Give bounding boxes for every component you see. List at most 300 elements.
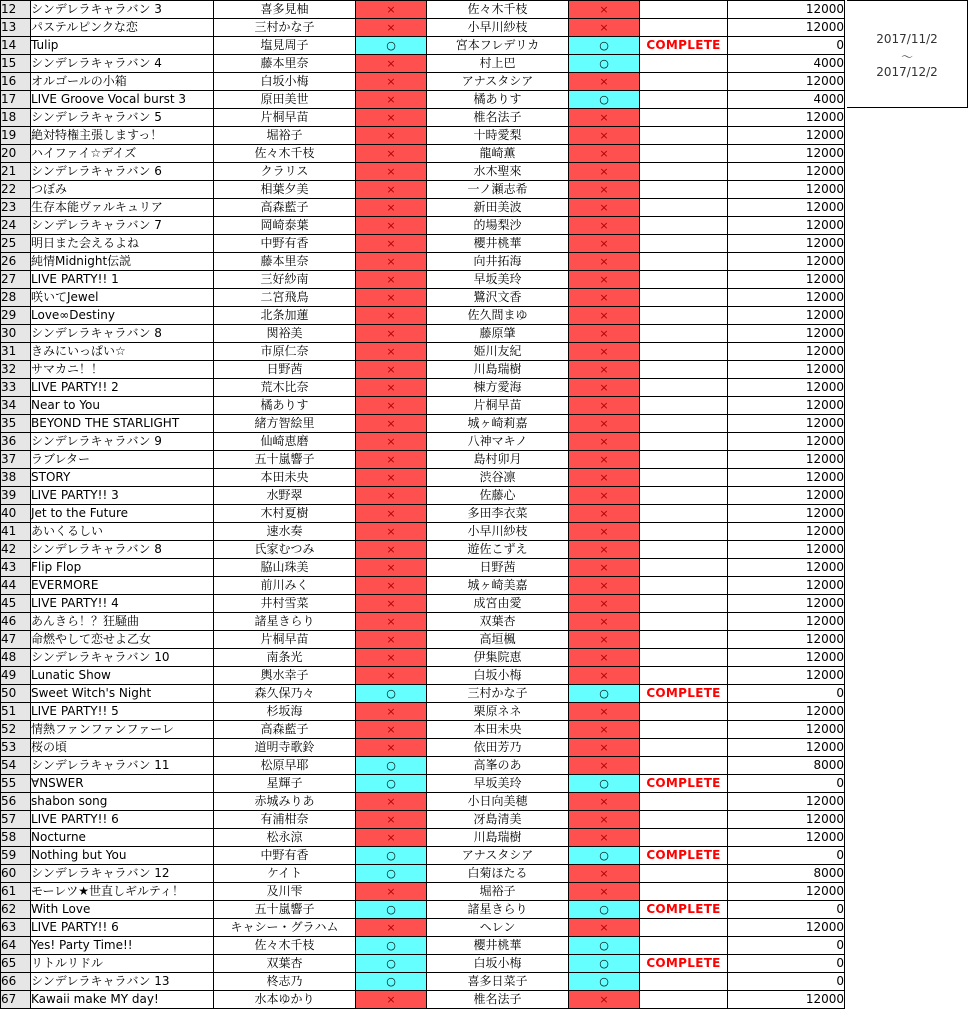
idol-2-cell[interactable]: 日野茜 xyxy=(427,559,569,577)
idol-1-mark-cell[interactable]: × xyxy=(356,379,427,397)
status-cell[interactable] xyxy=(640,55,728,73)
song-title-cell[interactable]: Kawaii make MY day! xyxy=(31,991,214,1009)
idol-1-cell[interactable]: 井村雪菜 xyxy=(214,595,356,613)
song-title-cell[interactable]: LIVE PARTY!! 1 xyxy=(31,271,214,289)
song-title-cell[interactable]: シンデレラキャラバン 10 xyxy=(31,649,214,667)
idol-2-mark-cell[interactable]: × xyxy=(569,181,640,199)
song-title-cell[interactable]: shabon song xyxy=(31,793,214,811)
song-title-cell[interactable]: あいくるしい xyxy=(31,523,214,541)
score-cell[interactable]: 12000 xyxy=(728,199,845,217)
score-cell[interactable]: 12000 xyxy=(728,631,845,649)
song-title-cell[interactable]: LIVE PARTY!! 2 xyxy=(31,379,214,397)
idol-2-mark-cell[interactable]: × xyxy=(569,289,640,307)
idol-2-cell[interactable]: 佐久間まゆ xyxy=(427,307,569,325)
status-cell[interactable] xyxy=(640,325,728,343)
row-number[interactable]: 64 xyxy=(1,937,31,955)
idol-2-mark-cell[interactable]: × xyxy=(569,865,640,883)
score-cell[interactable]: 12000 xyxy=(728,379,845,397)
idol-1-cell[interactable]: 仙崎恵磨 xyxy=(214,433,356,451)
status-cell[interactable] xyxy=(640,919,728,937)
row-number[interactable]: 26 xyxy=(1,253,31,271)
status-cell[interactable] xyxy=(640,739,728,757)
idol-1-mark-cell[interactable]: × xyxy=(356,109,427,127)
idol-2-mark-cell[interactable]: × xyxy=(569,721,640,739)
idol-1-cell[interactable]: 脇山珠美 xyxy=(214,559,356,577)
idol-1-mark-cell[interactable]: × xyxy=(356,451,427,469)
idol-2-mark-cell[interactable]: ○ xyxy=(569,685,640,703)
score-cell[interactable]: 8000 xyxy=(728,865,845,883)
idol-2-mark-cell[interactable]: × xyxy=(569,487,640,505)
score-cell[interactable]: 12000 xyxy=(728,613,845,631)
song-title-cell[interactable]: Jet to the Future xyxy=(31,505,214,523)
status-cell[interactable] xyxy=(640,217,728,235)
score-cell[interactable]: 12000 xyxy=(728,217,845,235)
idol-2-mark-cell[interactable]: ○ xyxy=(569,937,640,955)
idol-2-mark-cell[interactable]: × xyxy=(569,613,640,631)
song-title-cell[interactable]: シンデレラキャラバン 4 xyxy=(31,55,214,73)
song-title-cell[interactable]: Lunatic Show xyxy=(31,667,214,685)
score-cell[interactable]: 12000 xyxy=(728,1,845,19)
song-title-cell[interactable]: Nocturne xyxy=(31,829,214,847)
song-title-cell[interactable]: Sweet Witch's Night xyxy=(31,685,214,703)
song-title-cell[interactable]: シンデレラキャラバン 3 xyxy=(31,1,214,19)
score-cell[interactable]: 12000 xyxy=(728,307,845,325)
idol-2-mark-cell[interactable]: × xyxy=(569,631,640,649)
idol-1-mark-cell[interactable]: × xyxy=(356,613,427,631)
idol-2-mark-cell[interactable]: × xyxy=(569,199,640,217)
idol-1-mark-cell[interactable]: × xyxy=(356,73,427,91)
idol-1-mark-cell[interactable]: × xyxy=(356,253,427,271)
row-number[interactable]: 34 xyxy=(1,397,31,415)
status-cell[interactable] xyxy=(640,199,728,217)
idol-2-mark-cell[interactable]: × xyxy=(569,793,640,811)
idol-1-mark-cell[interactable]: × xyxy=(356,361,427,379)
score-cell[interactable]: 12000 xyxy=(728,235,845,253)
idol-1-cell[interactable]: 星輝子 xyxy=(214,775,356,793)
song-title-cell[interactable]: Love∞Destiny xyxy=(31,307,214,325)
idol-2-cell[interactable]: 堀裕子 xyxy=(427,883,569,901)
idol-2-cell[interactable]: 一ノ瀬志希 xyxy=(427,181,569,199)
row-number[interactable]: 61 xyxy=(1,883,31,901)
idol-2-cell[interactable]: 片桐早苗 xyxy=(427,397,569,415)
idol-2-mark-cell[interactable]: × xyxy=(569,271,640,289)
score-cell[interactable]: 12000 xyxy=(728,343,845,361)
idol-2-mark-cell[interactable]: × xyxy=(569,253,640,271)
idol-1-mark-cell[interactable]: × xyxy=(356,739,427,757)
idol-2-cell[interactable]: 遊佐こずえ xyxy=(427,541,569,559)
idol-1-cell[interactable]: 道明寺歌鈴 xyxy=(214,739,356,757)
song-title-cell[interactable]: LIVE PARTY!! 4 xyxy=(31,595,214,613)
idol-1-cell[interactable]: 三村かな子 xyxy=(214,19,356,37)
idol-1-cell[interactable]: 柊志乃 xyxy=(214,973,356,991)
idol-2-cell[interactable]: 八神マキノ xyxy=(427,433,569,451)
idol-1-mark-cell[interactable]: × xyxy=(356,19,427,37)
idol-1-cell[interactable]: 三好紗南 xyxy=(214,271,356,289)
idol-2-mark-cell[interactable]: ○ xyxy=(569,955,640,973)
score-cell[interactable]: 12000 xyxy=(728,505,845,523)
score-cell[interactable]: 4000 xyxy=(728,91,845,109)
idol-1-mark-cell[interactable]: × xyxy=(356,181,427,199)
status-cell[interactable] xyxy=(640,883,728,901)
idol-1-mark-cell[interactable]: × xyxy=(356,307,427,325)
score-cell[interactable]: 12000 xyxy=(728,469,845,487)
status-cell[interactable] xyxy=(640,145,728,163)
idol-2-cell[interactable]: 鷺沢文香 xyxy=(427,289,569,307)
idol-1-cell[interactable]: 塩見周子 xyxy=(214,37,356,55)
row-number[interactable]: 35 xyxy=(1,415,31,433)
idol-2-mark-cell[interactable]: × xyxy=(569,163,640,181)
status-cell[interactable] xyxy=(640,973,728,991)
status-cell[interactable] xyxy=(640,253,728,271)
idol-1-cell[interactable]: 堀裕子 xyxy=(214,127,356,145)
song-title-cell[interactable]: Flip Flop xyxy=(31,559,214,577)
row-number[interactable]: 57 xyxy=(1,811,31,829)
row-number[interactable]: 36 xyxy=(1,433,31,451)
song-title-cell[interactable]: シンデレラキャラバン 6 xyxy=(31,163,214,181)
status-cell[interactable] xyxy=(640,109,728,127)
idol-1-mark-cell[interactable]: × xyxy=(356,145,427,163)
status-cell[interactable] xyxy=(640,289,728,307)
status-cell[interactable] xyxy=(640,757,728,775)
status-cell[interactable]: COMPLETE xyxy=(640,847,728,865)
row-number[interactable]: 23 xyxy=(1,199,31,217)
idol-2-mark-cell[interactable]: ○ xyxy=(569,901,640,919)
song-title-cell[interactable]: LIVE Groove Vocal burst 3 xyxy=(31,91,214,109)
status-cell[interactable] xyxy=(640,505,728,523)
idol-1-cell[interactable]: 赤城みりあ xyxy=(214,793,356,811)
idol-1-mark-cell[interactable]: ○ xyxy=(356,775,427,793)
status-cell[interactable] xyxy=(640,613,728,631)
idol-1-cell[interactable]: キャシー・グラハム xyxy=(214,919,356,937)
status-cell[interactable] xyxy=(640,559,728,577)
idol-2-mark-cell[interactable]: × xyxy=(569,415,640,433)
idol-1-cell[interactable]: 岡崎泰葉 xyxy=(214,217,356,235)
idol-2-cell[interactable]: 椎名法子 xyxy=(427,109,569,127)
idol-1-mark-cell[interactable]: ○ xyxy=(356,757,427,775)
idol-2-mark-cell[interactable]: × xyxy=(569,379,640,397)
status-cell[interactable] xyxy=(640,667,728,685)
score-cell[interactable]: 12000 xyxy=(728,541,845,559)
idol-1-cell[interactable]: 橘ありす xyxy=(214,397,356,415)
score-cell[interactable]: 4000 xyxy=(728,55,845,73)
song-title-cell[interactable]: Tulip xyxy=(31,37,214,55)
idol-2-cell[interactable]: 姫川友紀 xyxy=(427,343,569,361)
idol-1-cell[interactable]: 喜多見柚 xyxy=(214,1,356,19)
idol-2-cell[interactable]: 宮本フレデリカ xyxy=(427,37,569,55)
score-cell[interactable]: 12000 xyxy=(728,739,845,757)
idol-1-mark-cell[interactable]: × xyxy=(356,523,427,541)
idol-2-cell[interactable]: 白坂小梅 xyxy=(427,667,569,685)
idol-2-mark-cell[interactable]: ○ xyxy=(569,973,640,991)
idol-2-cell[interactable]: 栗原ネネ xyxy=(427,703,569,721)
score-cell[interactable]: 12000 xyxy=(728,19,845,37)
idol-1-cell[interactable]: 諸星きらり xyxy=(214,613,356,631)
song-title-cell[interactable]: LIVE PARTY!! 6 xyxy=(31,919,214,937)
row-number[interactable]: 41 xyxy=(1,523,31,541)
song-title-cell[interactable]: シンデレラキャラバン 7 xyxy=(31,217,214,235)
idol-1-cell[interactable]: 白坂小梅 xyxy=(214,73,356,91)
idol-2-mark-cell[interactable]: × xyxy=(569,109,640,127)
row-number[interactable]: 42 xyxy=(1,541,31,559)
status-cell[interactable] xyxy=(640,127,728,145)
row-number[interactable]: 56 xyxy=(1,793,31,811)
score-cell[interactable]: 12000 xyxy=(728,325,845,343)
row-number[interactable]: 33 xyxy=(1,379,31,397)
score-cell[interactable]: 12000 xyxy=(728,271,845,289)
idol-2-cell[interactable]: アナスタシア xyxy=(427,847,569,865)
score-cell[interactable]: 12000 xyxy=(728,667,845,685)
idol-2-mark-cell[interactable]: × xyxy=(569,703,640,721)
row-number[interactable]: 62 xyxy=(1,901,31,919)
idol-1-mark-cell[interactable]: × xyxy=(356,505,427,523)
idol-2-cell[interactable]: 渋谷凛 xyxy=(427,469,569,487)
idol-1-cell[interactable]: 緒方智絵里 xyxy=(214,415,356,433)
idol-1-cell[interactable]: 木村夏樹 xyxy=(214,505,356,523)
idol-1-mark-cell[interactable]: × xyxy=(356,721,427,739)
idol-2-cell[interactable]: 諸星きらり xyxy=(427,901,569,919)
row-number[interactable]: 55 xyxy=(1,775,31,793)
row-number[interactable]: 46 xyxy=(1,613,31,631)
status-cell[interactable] xyxy=(640,433,728,451)
idol-1-mark-cell[interactable]: × xyxy=(356,829,427,847)
idol-2-mark-cell[interactable]: × xyxy=(569,235,640,253)
idol-2-cell[interactable]: 椎名法子 xyxy=(427,991,569,1009)
idol-2-cell[interactable]: 佐々木千枝 xyxy=(427,1,569,19)
row-number[interactable]: 67 xyxy=(1,991,31,1009)
row-number[interactable]: 20 xyxy=(1,145,31,163)
idol-1-cell[interactable]: 藤本里奈 xyxy=(214,253,356,271)
score-cell[interactable]: 0 xyxy=(728,775,845,793)
idol-1-mark-cell[interactable]: × xyxy=(356,919,427,937)
song-title-cell[interactable]: シンデレラキャラバン 11 xyxy=(31,757,214,775)
score-cell[interactable]: 0 xyxy=(728,955,845,973)
idol-1-mark-cell[interactable]: × xyxy=(356,649,427,667)
song-title-cell[interactable]: シンデレラキャラバン 8 xyxy=(31,541,214,559)
row-number[interactable]: 16 xyxy=(1,73,31,91)
score-cell[interactable]: 12000 xyxy=(728,793,845,811)
idol-1-cell[interactable]: 五十嵐響子 xyxy=(214,901,356,919)
idol-2-cell[interactable]: 川島瑞樹 xyxy=(427,361,569,379)
idol-1-mark-cell[interactable]: × xyxy=(356,703,427,721)
status-cell[interactable] xyxy=(640,181,728,199)
idol-2-cell[interactable]: 的場梨沙 xyxy=(427,217,569,235)
idol-1-cell[interactable]: 北条加蓮 xyxy=(214,307,356,325)
idol-1-cell[interactable]: 双葉杏 xyxy=(214,955,356,973)
idol-2-mark-cell[interactable]: × xyxy=(569,433,640,451)
score-cell[interactable]: 12000 xyxy=(728,181,845,199)
status-cell[interactable] xyxy=(640,703,728,721)
idol-2-mark-cell[interactable]: × xyxy=(569,361,640,379)
song-title-cell[interactable]: With Love xyxy=(31,901,214,919)
row-number[interactable]: 38 xyxy=(1,469,31,487)
idol-1-cell[interactable]: 南条光 xyxy=(214,649,356,667)
idol-1-cell[interactable]: 五十嵐響子 xyxy=(214,451,356,469)
idol-1-cell[interactable]: 水本ゆかり xyxy=(214,991,356,1009)
idol-1-mark-cell[interactable]: × xyxy=(356,415,427,433)
idol-2-cell[interactable]: 藤原肇 xyxy=(427,325,569,343)
idol-1-cell[interactable]: 輿水幸子 xyxy=(214,667,356,685)
status-cell[interactable] xyxy=(640,361,728,379)
idol-2-cell[interactable]: ヘレン xyxy=(427,919,569,937)
idol-2-mark-cell[interactable]: × xyxy=(569,451,640,469)
idol-1-cell[interactable]: 荒木比奈 xyxy=(214,379,356,397)
row-number[interactable]: 17 xyxy=(1,91,31,109)
song-title-cell[interactable]: パステルピンクな恋 xyxy=(31,19,214,37)
idol-1-mark-cell[interactable]: × xyxy=(356,541,427,559)
idol-2-cell[interactable]: 白坂小梅 xyxy=(427,955,569,973)
idol-2-cell[interactable]: 棟方愛海 xyxy=(427,379,569,397)
idol-2-cell[interactable]: 本田未央 xyxy=(427,721,569,739)
idol-1-mark-cell[interactable]: × xyxy=(356,469,427,487)
score-cell[interactable]: 8000 xyxy=(728,757,845,775)
score-cell[interactable]: 12000 xyxy=(728,415,845,433)
status-cell[interactable]: COMPLETE xyxy=(640,685,728,703)
status-cell[interactable] xyxy=(640,631,728,649)
idol-1-mark-cell[interactable]: × xyxy=(356,883,427,901)
idol-1-cell[interactable]: 水野翠 xyxy=(214,487,356,505)
score-cell[interactable]: 12000 xyxy=(728,829,845,847)
song-title-cell[interactable]: 明日また会えるよね xyxy=(31,235,214,253)
row-number[interactable]: 13 xyxy=(1,19,31,37)
song-title-cell[interactable]: LIVE PARTY!! 3 xyxy=(31,487,214,505)
score-cell[interactable]: 12000 xyxy=(728,703,845,721)
idol-2-mark-cell[interactable]: × xyxy=(569,127,640,145)
idol-1-mark-cell[interactable]: × xyxy=(356,127,427,145)
song-title-cell[interactable]: 絶対特権主張しますっ！ xyxy=(31,127,214,145)
idol-1-cell[interactable]: 本田未央 xyxy=(214,469,356,487)
status-cell[interactable] xyxy=(640,865,728,883)
idol-2-mark-cell[interactable]: × xyxy=(569,811,640,829)
status-cell[interactable] xyxy=(640,595,728,613)
idol-2-cell[interactable]: 小早川紗枝 xyxy=(427,19,569,37)
idol-1-cell[interactable]: ケイト xyxy=(214,865,356,883)
row-number[interactable]: 22 xyxy=(1,181,31,199)
idol-1-mark-cell[interactable]: × xyxy=(356,1,427,19)
idol-1-cell[interactable]: 中野有香 xyxy=(214,847,356,865)
idol-2-mark-cell[interactable]: × xyxy=(569,919,640,937)
idol-1-mark-cell[interactable]: ○ xyxy=(356,901,427,919)
song-title-cell[interactable]: リトルリドル xyxy=(31,955,214,973)
score-cell[interactable]: 12000 xyxy=(728,145,845,163)
idol-1-cell[interactable]: 二宮飛鳥 xyxy=(214,289,356,307)
row-number[interactable]: 14 xyxy=(1,37,31,55)
idol-1-mark-cell[interactable]: × xyxy=(356,811,427,829)
row-number[interactable]: 65 xyxy=(1,955,31,973)
idol-1-cell[interactable]: 高森藍子 xyxy=(214,199,356,217)
idol-1-cell[interactable]: 片桐早苗 xyxy=(214,631,356,649)
score-cell[interactable]: 12000 xyxy=(728,397,845,415)
song-title-cell[interactable]: EVERMORE xyxy=(31,577,214,595)
idol-1-cell[interactable]: 片桐早苗 xyxy=(214,109,356,127)
idol-2-cell[interactable]: 早坂美玲 xyxy=(427,271,569,289)
song-title-cell[interactable]: 純情Midnight伝説 xyxy=(31,253,214,271)
status-cell[interactable]: COMPLETE xyxy=(640,37,728,55)
idol-2-cell[interactable]: 伊集院恵 xyxy=(427,649,569,667)
score-cell[interactable]: 12000 xyxy=(728,73,845,91)
idol-2-cell[interactable]: 村上巴 xyxy=(427,55,569,73)
idol-2-cell[interactable]: 早坂美玲 xyxy=(427,775,569,793)
idol-2-cell[interactable]: 冴島清美 xyxy=(427,811,569,829)
row-number[interactable]: 39 xyxy=(1,487,31,505)
idol-2-mark-cell[interactable]: × xyxy=(569,523,640,541)
idol-2-mark-cell[interactable]: ○ xyxy=(569,37,640,55)
idol-2-mark-cell[interactable]: × xyxy=(569,469,640,487)
idol-2-cell[interactable]: 小日向美穂 xyxy=(427,793,569,811)
row-number[interactable]: 15 xyxy=(1,55,31,73)
idol-2-mark-cell[interactable]: × xyxy=(569,19,640,37)
row-number[interactable]: 53 xyxy=(1,739,31,757)
score-cell[interactable]: 0 xyxy=(728,901,845,919)
idol-2-mark-cell[interactable]: × xyxy=(569,505,640,523)
idol-2-mark-cell[interactable]: × xyxy=(569,325,640,343)
row-number[interactable]: 49 xyxy=(1,667,31,685)
idol-2-cell[interactable]: 新田美波 xyxy=(427,199,569,217)
score-cell[interactable]: 12000 xyxy=(728,919,845,937)
idol-2-mark-cell[interactable]: × xyxy=(569,217,640,235)
idol-2-cell[interactable]: 依田芳乃 xyxy=(427,739,569,757)
idol-2-mark-cell[interactable]: × xyxy=(569,739,640,757)
idol-2-cell[interactable]: 喜多日菜子 xyxy=(427,973,569,991)
status-cell[interactable] xyxy=(640,937,728,955)
idol-1-mark-cell[interactable]: × xyxy=(356,325,427,343)
idol-1-cell[interactable]: 中野有香 xyxy=(214,235,356,253)
idol-1-cell[interactable]: 前川みく xyxy=(214,577,356,595)
score-cell[interactable]: 12000 xyxy=(728,361,845,379)
row-number[interactable]: 43 xyxy=(1,559,31,577)
idol-1-mark-cell[interactable]: × xyxy=(356,199,427,217)
status-cell[interactable] xyxy=(640,541,728,559)
status-cell[interactable] xyxy=(640,307,728,325)
idol-1-cell[interactable]: 高森藍子 xyxy=(214,721,356,739)
idol-2-mark-cell[interactable]: × xyxy=(569,343,640,361)
row-number[interactable]: 27 xyxy=(1,271,31,289)
song-title-cell[interactable]: 生存本能ヴァルキュリア xyxy=(31,199,214,217)
song-title-cell[interactable]: シンデレラキャラバン 5 xyxy=(31,109,214,127)
status-cell[interactable] xyxy=(640,991,728,1009)
row-number[interactable]: 51 xyxy=(1,703,31,721)
idol-1-mark-cell[interactable]: × xyxy=(356,991,427,1009)
idol-2-mark-cell[interactable]: × xyxy=(569,397,640,415)
idol-2-mark-cell[interactable]: × xyxy=(569,145,640,163)
song-title-cell[interactable]: あんきら！？狂騒曲 xyxy=(31,613,214,631)
idol-1-mark-cell[interactable]: × xyxy=(356,577,427,595)
idol-1-cell[interactable]: 佐々木千枝 xyxy=(214,145,356,163)
idol-2-cell[interactable]: 三村かな子 xyxy=(427,685,569,703)
event-period-cell[interactable] xyxy=(847,0,968,108)
idol-1-mark-cell[interactable]: × xyxy=(356,289,427,307)
idol-1-mark-cell[interactable]: × xyxy=(356,559,427,577)
status-cell[interactable] xyxy=(640,415,728,433)
row-number[interactable]: 58 xyxy=(1,829,31,847)
idol-1-mark-cell[interactable]: × xyxy=(356,793,427,811)
status-cell[interactable] xyxy=(640,523,728,541)
idol-1-mark-cell[interactable]: × xyxy=(356,271,427,289)
song-title-cell[interactable]: オルゴールの小箱 xyxy=(31,73,214,91)
row-number[interactable]: 63 xyxy=(1,919,31,937)
row-number[interactable]: 37 xyxy=(1,451,31,469)
idol-2-mark-cell[interactable]: × xyxy=(569,595,640,613)
idol-1-mark-cell[interactable]: × xyxy=(356,397,427,415)
idol-1-cell[interactable]: 氏家むつみ xyxy=(214,541,356,559)
idol-1-cell[interactable]: 森久保乃々 xyxy=(214,685,356,703)
row-number[interactable]: 52 xyxy=(1,721,31,739)
song-title-cell[interactable]: つぼみ xyxy=(31,181,214,199)
song-title-cell[interactable]: 命燃やして恋せよ乙女 xyxy=(31,631,214,649)
status-cell[interactable] xyxy=(640,271,728,289)
song-title-cell[interactable]: きみにいっぱい☆ xyxy=(31,343,214,361)
idol-1-cell[interactable]: 佐々木千枝 xyxy=(214,937,356,955)
row-number[interactable]: 28 xyxy=(1,289,31,307)
